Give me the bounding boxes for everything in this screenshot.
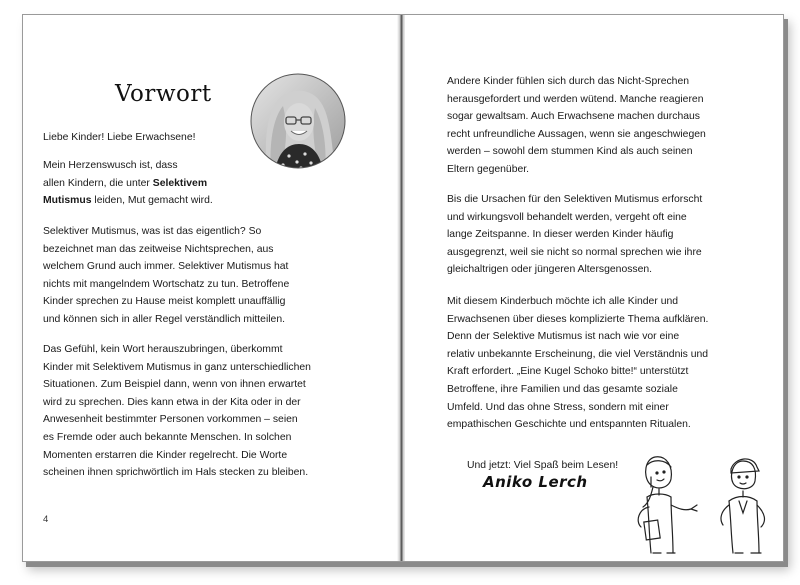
text-line: Eltern gegenüber.	[447, 163, 530, 175]
text-line: Umfeld. Und das ohne Stress, sondern mit einer	[447, 401, 669, 413]
text-line: Bis die Ursachen für den Selektiven Mutismus erforscht	[447, 194, 703, 205]
text-line: und können sich in aller Regel verständlich mitteilen.	[43, 313, 286, 325]
page-title: Vorwort	[115, 81, 212, 107]
text-line: Situationen. Zum Beispiel dann, wenn von ihnen erwartet	[43, 379, 306, 391]
two-children-illustration	[631, 447, 783, 557]
text-line: Kinder mit Selektivem Mutismus in ganz unterschiedlichen	[43, 361, 311, 373]
text-line: Anwesenheit bestimmter Personen vorkommen – seien	[43, 414, 298, 426]
text-line: Andere Kinder fühlen sich durch das Nicht-Sprechen	[447, 76, 690, 87]
intro-line-1: Mein Herzenswusch ist, dass	[43, 160, 178, 171]
text-line: Denn der Selektive Mutismus ist nach wie vor eine	[447, 331, 680, 343]
left-page	[23, 15, 399, 561]
text-line: Erwachsenen über dieses komplizierte Thema aufklären.	[447, 313, 709, 325]
author-signature: Aniko Lerch	[483, 473, 588, 491]
text-line: und wirkungsvoll behandelt werden, vergeht oft eine	[447, 211, 687, 223]
paragraph-causes	[447, 191, 702, 279]
text-line: nichts mit mangelndem Wortschatz zu tun. Betroffene	[43, 278, 290, 290]
text-line: relativ unbekannte Erscheinung, die viel Verständnis und	[447, 348, 709, 360]
paragraph-definition	[43, 223, 289, 329]
greeting: Liebe Kinder! Liebe Erwachsene!	[43, 132, 196, 143]
sign-off: Und jetzt: Viel Spaß beim Lesen!	[467, 460, 619, 471]
text-line: gleichaltrigen oder jüngeren Altersgenossen.	[447, 264, 653, 276]
text-line: Selektiver Mutismus, was ist das eigentlich? So	[43, 226, 262, 237]
text-line: bezeichnet man das zeitweise Nichtsprechen, aus	[43, 243, 274, 255]
page-number: 4	[43, 514, 49, 525]
text-line: welchem Grund auch immer. Selektiver Mutismus hat	[43, 261, 289, 273]
text-line: empathischen Geschichte und entspannten Ritualen.	[447, 419, 691, 431]
paragraph-reactions	[447, 73, 706, 179]
text-line: Mit diesem Kinderbuch möchte ich alle Kinder und	[447, 296, 679, 307]
text-line: wird zu sprechen. Dies kann etwa in der Kita oder in der	[43, 396, 301, 408]
text-line: ausgegrenzt, weil sie nicht so normal sprechen wie ihre	[447, 246, 702, 258]
text-line: herausgefordert und werden wütend. Manche reagieren	[447, 93, 704, 105]
girl-with-cap-drawing	[721, 459, 764, 553]
open-book	[22, 14, 784, 562]
intro-line-3: Mutismus leiden, Mut gemacht wird.	[43, 195, 213, 207]
right-page	[405, 15, 783, 561]
bold-term: Mutismus	[43, 195, 92, 207]
text-line: Betroffene, ihre Familien und das gesamte soziale	[447, 383, 678, 395]
intro-line-2: allen Kindern, die unter Selektivem	[43, 177, 208, 189]
bold-term: Selektivem	[152, 177, 208, 189]
text-line: scheinen ihnen sprichwörtlich im Hals stecken zu bleiben.	[43, 467, 309, 479]
text-line: Momenten erstarren die Kinder regelrecht. Die Worte	[43, 449, 288, 461]
paragraph-situations	[43, 341, 311, 482]
text-line: es Fremde oder auch bekannte Menschen. In solchen	[43, 431, 292, 443]
text-line: Kinder sprechen zu Hause meist komplett unauffällig	[43, 296, 286, 308]
paragraph-purpose	[447, 293, 708, 434]
text-line: recht unfreundliche Aussagen, wenn sie angeschwiegen	[447, 128, 706, 140]
girl-with-braid-drawing	[638, 457, 697, 553]
text-line: Kraft erfordert. „Eine Kugel Schoko bitte!“ unterstützt	[447, 366, 689, 378]
intro-paragraph	[43, 157, 213, 210]
text-line: Das Gefühl, kein Wort herauszubringen, überkommt	[43, 344, 283, 355]
text-line: lange Zeitspanne. In dieser werden Kinder häufig	[447, 229, 674, 241]
text-line: werden – sowohl dem stummen Kind als auch seinen	[447, 146, 693, 158]
text-line: sogar gewaltsam. Auch Erwachsene machen durchaus	[447, 111, 700, 123]
author-portrait	[249, 72, 347, 170]
